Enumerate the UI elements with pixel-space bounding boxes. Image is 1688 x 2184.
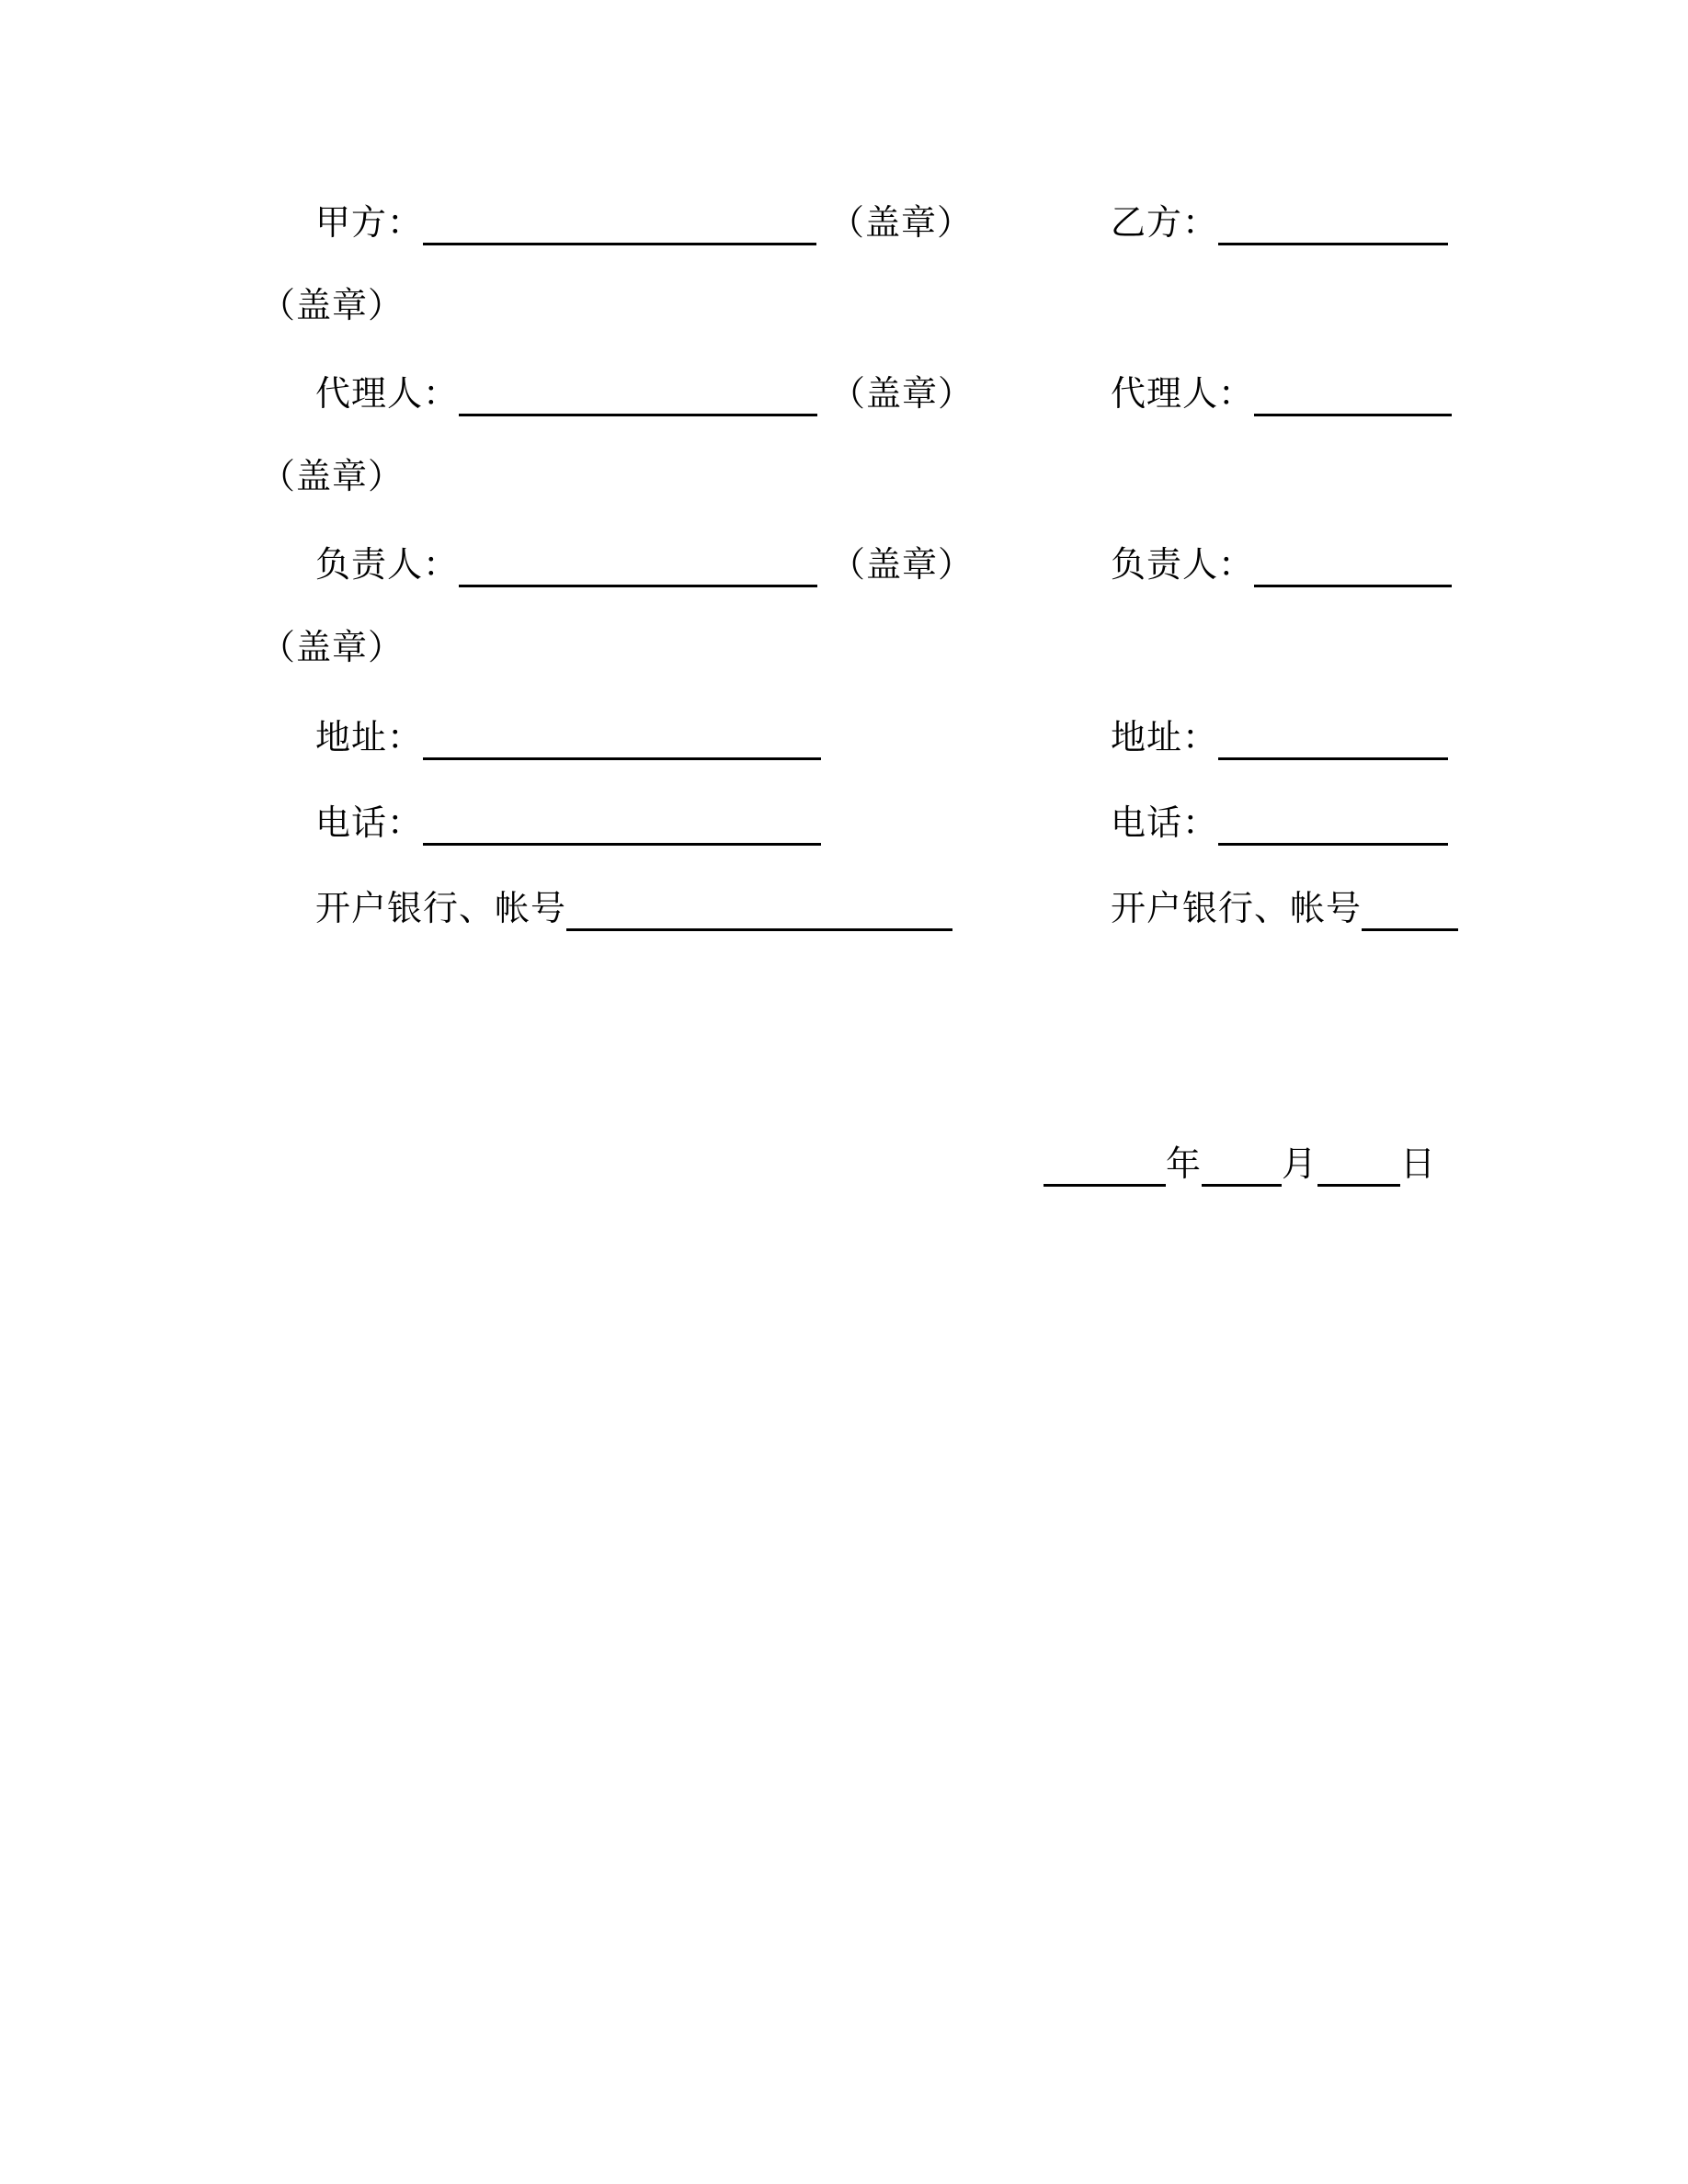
bank-a-blank-line <box>566 884 952 931</box>
phone-a-label: 电话： <box>315 804 424 843</box>
agent-a-label: 代理人： <box>315 375 460 414</box>
address-a-blank-line <box>423 713 821 760</box>
party-a-row <box>315 199 973 243</box>
party-b-label: 乙方： <box>1111 204 1219 243</box>
agent-b-seal-row <box>260 455 404 499</box>
bank-b-row <box>1111 884 1458 928</box>
principal-a-row <box>315 540 974 585</box>
phone-a-blank-line <box>423 799 821 846</box>
party-a-label: 甲方： <box>315 204 424 243</box>
date-year-blank <box>1044 1140 1166 1187</box>
date-day-blank <box>1317 1140 1400 1187</box>
principal-b-row <box>1111 540 1452 585</box>
address-a-row <box>315 713 821 757</box>
party-b-row <box>1111 199 1448 243</box>
date-year-label: 年 <box>1166 1145 1203 1184</box>
agent-b-row <box>1111 370 1452 414</box>
agent-b-label: 代理人： <box>1111 375 1255 414</box>
date-line <box>1044 1140 1436 1184</box>
phone-a-row <box>315 799 821 843</box>
agent-a-seal-note: （盖章） <box>830 375 975 414</box>
phone-b-blank-line <box>1218 799 1448 846</box>
principal-a-seal-note: （盖章） <box>830 546 975 585</box>
party-b-seal-note: （盖章） <box>260 287 405 325</box>
date-month-blank <box>1202 1140 1282 1187</box>
bank-a-label: 开户银行、帐号 <box>315 890 567 928</box>
address-b-label: 地址： <box>1111 719 1219 757</box>
principal-b-label: 负责人： <box>1111 546 1255 585</box>
agent-b-seal-note: （盖章） <box>260 458 405 496</box>
agent-a-blank-line <box>459 370 817 416</box>
bank-b-label: 开户银行、帐号 <box>1111 890 1363 928</box>
principal-b-seal-note: （盖章） <box>260 629 405 667</box>
date-month-label: 月 <box>1282 1145 1318 1184</box>
party-b-blank-line <box>1218 199 1448 245</box>
agent-a-row <box>315 370 974 414</box>
party-a-seal-note: （盖章） <box>829 204 974 243</box>
address-b-row <box>1111 713 1448 757</box>
principal-b-blank-line <box>1254 540 1452 587</box>
party-b-seal-row <box>260 284 404 328</box>
party-a-blank-line <box>423 199 816 245</box>
agent-b-blank-line <box>1254 370 1452 416</box>
phone-b-label: 电话： <box>1111 804 1219 843</box>
principal-a-blank-line <box>459 540 817 587</box>
bank-b-blank-line <box>1362 884 1458 931</box>
address-a-label: 地址： <box>315 719 424 757</box>
principal-a-label: 负责人： <box>315 546 460 585</box>
phone-b-row <box>1111 799 1448 843</box>
date-day-label: 日 <box>1400 1145 1437 1184</box>
principal-b-seal-row <box>260 626 404 670</box>
address-b-blank-line <box>1218 713 1448 760</box>
bank-a-row <box>315 884 952 928</box>
